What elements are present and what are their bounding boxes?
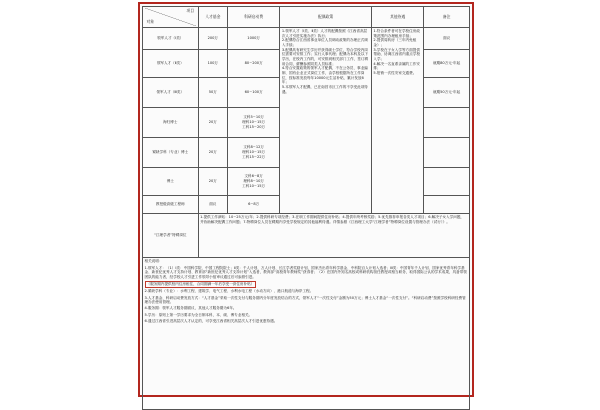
header-research: 科研启动费 — [228, 7, 280, 28]
notes-title: 相关说明： — [144, 259, 163, 263]
row-research: 文科6~8万 理科8~10万 工科10~15万 — [228, 168, 280, 196]
row-fund: 面议 — [198, 196, 227, 214]
row-fund: 20万 — [198, 168, 227, 196]
header-other: 其他待遇 — [371, 7, 423, 28]
row-label: 教授级高级工程师 — [143, 196, 199, 214]
row-label: 领军人才（Ⅰ类） — [143, 28, 199, 50]
table-row — [143, 28, 470, 50]
header-policy: 配偶政策 — [280, 7, 372, 28]
row-fund: 20万 — [198, 108, 227, 138]
header-fund: 人才基金 — [198, 7, 227, 28]
recruitment-document — [138, 2, 474, 397]
note-item: 3.人才基金、科研启动费发放方式：“人才基金”采取一次性支付与服务期内分年度发放结合的方式，领军人才“一次性支付”金额为50万元；博士人才基金“一次性支付”。“科研启动费”按照学校科研经费管理办法使用管理。 — [144, 295, 466, 305]
row-research: 60~100万 — [228, 78, 280, 108]
other-benefits-cell — [371, 28, 423, 214]
row-research: 6~8万 — [228, 196, 280, 214]
other-benefits-text: 1.符合条件者可在学校住房政策范围内办理租房手续； 2.提供周转房（三年内免租金）； 3.学校在子女入学等方面提供帮助，协调江西省内重点学校入学； 4.解决一名直系亲属的工作安排； 5.报销一次性安家交通费。 — [373, 29, 421, 76]
row-fund: 200万 — [198, 28, 227, 50]
row-note — [424, 196, 470, 214]
spouse-policy-cell — [280, 28, 372, 214]
note-item: 4.服务期：领军人才服务期面议，其他人才服务期为6年。 — [144, 306, 237, 311]
notes-cell — [143, 258, 470, 410]
row-research: 文科8~12万 理科10~15万 工科15~22万 — [228, 138, 280, 168]
table-header-row — [143, 7, 470, 28]
note-item: 6.通过江西省引进高层次人才认定的，可享受江西省相关高层次人才引进优惠待遇。 — [144, 318, 278, 323]
row-note — [424, 168, 470, 196]
row-note: 就期50万元·年起 — [424, 78, 470, 108]
row-research: 文科5~10万 理科10~15万 工科15~20万 — [228, 108, 280, 138]
header-item: 项目 — [186, 8, 195, 13]
note-item: 5.学历：原则上第一学历要求为全日制本科，本、硕、博专业相关。 — [144, 312, 253, 317]
row-label: 领军人才（Ⅲ类） — [143, 78, 199, 108]
note-highlight: （服务期内提供校内住房租住，合同期满一年后享受一套住房补贴） — [146, 282, 255, 287]
special-position-row — [143, 214, 470, 258]
row-note — [424, 138, 470, 168]
row-label: 博士 — [143, 168, 199, 196]
row-research: 1000万 — [228, 28, 280, 50]
row-label: 领军人才（Ⅱ类） — [143, 50, 199, 78]
diagonal-header-cell — [143, 7, 199, 28]
header-note: 备注 — [424, 7, 470, 28]
notes-row — [143, 258, 470, 410]
special-position-text: 1.提供工作津贴：10~25万元/年；2.提供科研专项经费；3.在职工作期间提供住房补贴；4.提供年终考核奖励；5.优先推荐申报各类人才项目；6.解决子女入学问题，并协助解决配偶工作问题；7.特聘岗位人员在聘期内享受学校规定的其他福利待遇。详情参照《江西理工大学“江理学者”特聘岗位设置与管理办法（试行）》。 — [198, 214, 469, 258]
row-fund: 20万 — [198, 138, 227, 168]
row-note: 面议 — [424, 28, 470, 50]
note-item: 1.领军人才：（1）Ⅰ类：中国科学院、中国工程院院士；Ⅱ类：千人计划、万人计划、长江学者奖励计划、国家杰出青年科学基金、中科院百人计划入选者；Ⅲ类：中国青年千人计划、国家优秀青年科学基金、新世纪优秀人才支持计划、教育部“新世纪优秀人才支持计划”入选者，教育部“高校青年教师奖”获得者；（2）在国内外知名高校或科研机构担任教授或相当职务，取得国际公认的学术成果，具备带领团队的能力者，经学校人才引进工作领导小组审议通过后可参照引进。 — [144, 265, 467, 280]
row-fund: 50万 — [198, 78, 227, 108]
header-target: 对象 — [146, 19, 155, 25]
row-note: 就期80万元·年起 — [424, 50, 470, 78]
row-fund: 100万 — [198, 50, 227, 78]
row-note — [424, 108, 470, 138]
special-position-label: “江理学者”特聘岗位 — [143, 214, 199, 258]
talent-policy-table — [142, 6, 470, 410]
note-item: 2.紧缺学科（专业）：水利工程、建筑学、电气工程、水利水电工程（水动方向）、港口航道与海岸工程。 — [144, 289, 314, 294]
spouse-policy-text: 1.领军人才（Ⅰ类、Ⅱ类）人才的配偶按照《江西省高层次人才引进实施办法》执行； 2.配偶符合江西省事业单位人员调动政策的办理正式调入手续； 3.配偶具有研究生学历并获得硕士学位，符合学校内岗位需要可安排工作；实行人事代理；配偶为本科及以下学历，在校内工作的，可安排到相关部门工作，签订聘用合同，薪酬参照同类人员标准； 4.符合安置政策的领军人才配偶，不在公务员、事业编制、国有企业正式岗位工作，由学校根据所在工作岗位，按标准发放每年10000元生活补贴，累计发放6年； 5.本领军人才配偶，已在南昌市区工作的不享受此项待遇。 — [281, 29, 369, 94]
row-label: 紧缺学科（专业）博士 — [143, 138, 199, 168]
row-research: 80~200万 — [228, 50, 280, 78]
row-label: 海归博士 — [143, 108, 199, 138]
